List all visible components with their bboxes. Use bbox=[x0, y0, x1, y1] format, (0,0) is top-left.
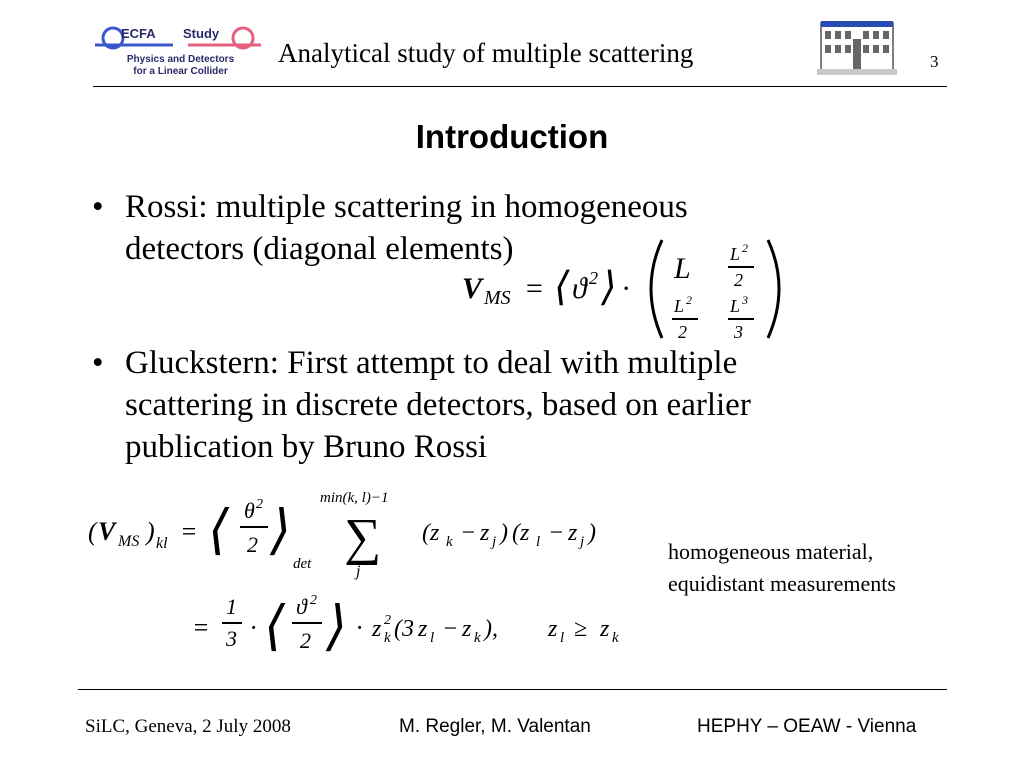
bullet-line: detectors (diagonal elements) bbox=[125, 231, 514, 267]
svg-text:j: j bbox=[492, 534, 497, 550]
svg-text:2: 2 bbox=[686, 293, 692, 307]
footer-divider bbox=[78, 689, 947, 690]
formula-gluckstern-svg bbox=[88, 488, 648, 668]
logo-line-1: Physics and Detectors bbox=[126, 54, 235, 65]
bullet-line: publication by Bruno Rossi bbox=[125, 429, 488, 465]
slide-title: Introduction bbox=[415, 118, 609, 155]
header-title: Analytical study of multiple scattering bbox=[278, 38, 694, 68]
side-note-line-1: homogeneous material, bbox=[668, 539, 874, 564]
formula-rossi-matrix bbox=[462, 232, 822, 344]
svg-text:=: = bbox=[192, 613, 210, 642]
footer-authors: M. Regler, M. Valentan bbox=[399, 716, 591, 737]
svg-text:2: 2 bbox=[256, 497, 263, 512]
ecfa-logo-icon bbox=[93, 23, 268, 53]
svg-text:(z: (z bbox=[512, 520, 530, 546]
svg-text:min(k, l)−1: min(k, l)−1 bbox=[320, 490, 389, 506]
svg-text:ϑ: ϑ bbox=[296, 594, 307, 619]
svg-text:⟨: ⟨ bbox=[264, 596, 286, 656]
svg-text:det: det bbox=[293, 556, 312, 572]
svg-text:): ) bbox=[500, 520, 508, 546]
svg-text:−: − bbox=[442, 616, 459, 642]
svg-text:k: k bbox=[446, 534, 453, 550]
logo-name: ECFA bbox=[121, 26, 156, 41]
ecfa-logo bbox=[93, 17, 268, 83]
svg-text:z: z bbox=[462, 616, 472, 642]
svg-text:z: z bbox=[600, 616, 610, 642]
svg-text:∑: ∑ bbox=[344, 509, 382, 566]
svg-text:2: 2 bbox=[247, 532, 258, 557]
svg-text:z: z bbox=[418, 616, 428, 642]
side-note-line-2: equidistant measurements bbox=[668, 571, 896, 596]
svg-text:=: = bbox=[524, 272, 545, 305]
svg-text:j: j bbox=[580, 534, 585, 550]
svg-text:(: ( bbox=[88, 517, 97, 546]
svg-text:(3: (3 bbox=[394, 616, 414, 642]
header-divider bbox=[93, 86, 947, 87]
bullet-line: Rossi: multiple scattering in homogeneous bbox=[125, 189, 688, 225]
footer-event: SiLC, Geneva, 2 July 2008 bbox=[85, 716, 291, 737]
svg-text:),: ), bbox=[484, 616, 498, 642]
svg-text:≥: ≥ bbox=[574, 616, 588, 642]
svg-text:z: z bbox=[568, 520, 578, 546]
svg-text:V: V bbox=[462, 272, 483, 305]
svg-text:2: 2 bbox=[742, 241, 748, 255]
building-icon bbox=[817, 17, 897, 75]
svg-text:2: 2 bbox=[734, 270, 743, 290]
svg-text:⟨: ⟨ bbox=[208, 500, 230, 560]
svg-text:(z: (z bbox=[422, 520, 440, 546]
svg-text:z: z bbox=[548, 616, 558, 642]
bullet-line: Gluckstern: First attempt to deal with multiple bbox=[125, 345, 738, 381]
svg-text:l: l bbox=[536, 534, 541, 550]
svg-text:⟩: ⟩ bbox=[270, 500, 292, 560]
svg-text:−: − bbox=[460, 520, 477, 546]
formula-rossi-svg bbox=[462, 232, 822, 344]
svg-text:L: L bbox=[730, 244, 741, 264]
side-note bbox=[668, 536, 896, 600]
svg-text:z: z bbox=[480, 520, 490, 546]
bullet-text bbox=[125, 342, 751, 468]
svg-text:2: 2 bbox=[678, 322, 687, 342]
svg-text:j: j bbox=[356, 563, 361, 580]
svg-text:): ) bbox=[146, 517, 155, 546]
svg-text:⟩: ⟩ bbox=[601, 264, 617, 309]
svg-text:k: k bbox=[384, 630, 391, 646]
svg-text:=: = bbox=[180, 517, 198, 546]
svg-text:L: L bbox=[674, 252, 691, 285]
svg-text:2: 2 bbox=[300, 628, 311, 653]
bullet-gluckstern bbox=[92, 342, 912, 468]
svg-text:l: l bbox=[560, 630, 565, 646]
bullet-dot: • bbox=[92, 189, 104, 225]
svg-text:·: · bbox=[250, 613, 257, 642]
svg-text:MS: MS bbox=[118, 533, 140, 550]
logo-name-suffix: Study bbox=[183, 26, 220, 41]
svg-text:z: z bbox=[372, 616, 382, 642]
svg-text:): ) bbox=[588, 520, 596, 546]
svg-text:3: 3 bbox=[734, 322, 743, 342]
svg-text:−: − bbox=[548, 520, 565, 546]
svg-text:3: 3 bbox=[226, 626, 237, 651]
page-number: 3 bbox=[930, 52, 939, 71]
svg-text:3: 3 bbox=[742, 293, 748, 307]
svg-text:θ: θ bbox=[244, 498, 255, 523]
svg-text:ϑ: ϑ bbox=[572, 272, 587, 305]
svg-text:L: L bbox=[730, 296, 741, 316]
svg-text:2: 2 bbox=[384, 613, 391, 628]
svg-text:MS: MS bbox=[484, 287, 511, 309]
bullet-line: scattering in discrete detectors, based on earlier bbox=[125, 387, 751, 423]
footer-institute: HEPHY – OEAW - Vienna bbox=[697, 716, 917, 737]
svg-text:L: L bbox=[674, 296, 685, 316]
bullet-dot: • bbox=[92, 345, 104, 381]
svg-text:2: 2 bbox=[589, 268, 598, 288]
svg-text:2: 2 bbox=[310, 593, 317, 608]
svg-text:·: · bbox=[622, 272, 630, 305]
svg-text:l: l bbox=[430, 630, 435, 646]
svg-text:k: k bbox=[474, 630, 481, 646]
svg-text:1: 1 bbox=[226, 594, 237, 619]
svg-text:⟨: ⟨ bbox=[554, 264, 570, 309]
svg-text:·: · bbox=[356, 613, 363, 642]
svg-text:k: k bbox=[612, 630, 619, 646]
logo-line-2: for a Linear Collider bbox=[133, 66, 228, 77]
svg-text:V: V bbox=[98, 517, 116, 546]
formula-gluckstern bbox=[88, 488, 648, 668]
svg-text:⟩: ⟩ bbox=[326, 596, 348, 656]
svg-text:kl: kl bbox=[156, 535, 168, 552]
